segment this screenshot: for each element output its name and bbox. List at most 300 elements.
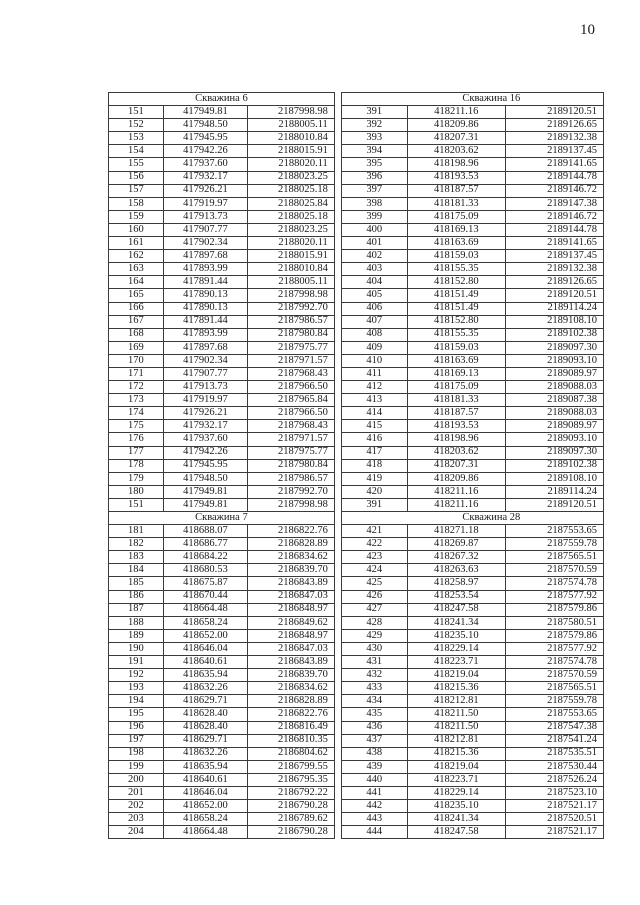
- coordinate-x: 418175.09: [407, 381, 505, 394]
- column-gap: [334, 223, 341, 236]
- coordinate-x: 417897.68: [163, 250, 247, 263]
- table-row: [109, 642, 604, 655]
- coordinate-y: 2187975.77: [248, 446, 335, 459]
- coordinate-x: 417949.81: [163, 485, 247, 498]
- table-row: [109, 695, 604, 708]
- column-gap: [334, 695, 341, 708]
- point-number: 164: [109, 276, 164, 289]
- column-gap: [334, 354, 341, 367]
- column-gap: [334, 132, 341, 145]
- coordinate-x: 417932.17: [163, 171, 247, 184]
- table-row: [109, 341, 604, 354]
- coordinate-x: 418181.33: [407, 394, 505, 407]
- coordinate-x: 418664.48: [163, 826, 247, 839]
- point-number: 428: [341, 616, 407, 629]
- table-row: [109, 760, 604, 773]
- table-row: [109, 800, 604, 813]
- point-number: 422: [341, 538, 407, 551]
- table-row: [109, 498, 604, 511]
- point-number: 163: [109, 263, 164, 276]
- column-gap: [334, 197, 341, 210]
- column-gap: [334, 551, 341, 564]
- coordinate-y: 2186834.62: [248, 551, 335, 564]
- point-number: 439: [341, 760, 407, 773]
- point-number: 204: [109, 826, 164, 839]
- coordinate-x: 418193.53: [407, 171, 505, 184]
- coordinate-x: 418203.62: [407, 446, 505, 459]
- point-number: 405: [341, 289, 407, 302]
- coordinate-x: 417942.26: [163, 145, 247, 158]
- point-number: 184: [109, 564, 164, 577]
- point-number: 443: [341, 813, 407, 826]
- coordinate-y: 2187998.98: [248, 498, 335, 511]
- coordinate-x: 417902.34: [163, 354, 247, 367]
- point-number: 203: [109, 813, 164, 826]
- coordinate-y: 2186848.97: [248, 603, 335, 616]
- column-gap: [334, 171, 341, 184]
- coordinate-x: 418212.81: [407, 734, 505, 747]
- point-number: 154: [109, 145, 164, 158]
- point-number: 413: [341, 394, 407, 407]
- table-row: [109, 616, 604, 629]
- column-gap: [334, 616, 341, 629]
- column-gap: [334, 420, 341, 433]
- coordinate-y: 2187547.38: [505, 721, 603, 734]
- coordinate-y: 2187986.57: [248, 472, 335, 485]
- column-gap: [334, 512, 341, 525]
- coordinate-y: 2189146.72: [505, 210, 603, 223]
- column-gap: [334, 564, 341, 577]
- coordinate-y: 2189102.38: [505, 459, 603, 472]
- point-number: 402: [341, 250, 407, 263]
- table-row: [109, 145, 604, 158]
- point-number: 393: [341, 132, 407, 145]
- coordinate-x: 418629.71: [163, 695, 247, 708]
- coordinate-y: 2187570.59: [505, 564, 603, 577]
- column-gap: [334, 538, 341, 551]
- point-number: 195: [109, 708, 164, 721]
- column-gap: [334, 472, 341, 485]
- coordinate-x: 418241.34: [407, 616, 505, 629]
- point-number: 440: [341, 773, 407, 786]
- point-number: 186: [109, 590, 164, 603]
- coordinate-y: 2186847.03: [248, 590, 335, 603]
- coordinate-x: 417948.50: [163, 472, 247, 485]
- point-number: 438: [341, 747, 407, 760]
- coordinate-x: 417919.97: [163, 394, 247, 407]
- table-row: [109, 669, 604, 682]
- table-row: [109, 629, 604, 642]
- coordinate-y: 2187565.51: [505, 682, 603, 695]
- coordinate-x: 418652.00: [163, 629, 247, 642]
- point-number: 442: [341, 800, 407, 813]
- coordinate-y: 2187968.43: [248, 420, 335, 433]
- column-gap: [334, 786, 341, 799]
- coordinate-y: 2189093.10: [505, 433, 603, 446]
- point-number: 394: [341, 145, 407, 158]
- section-title-right: Скважина 28: [341, 512, 603, 525]
- coordinate-y: 2186799.55: [248, 760, 335, 773]
- coordinate-x: 418684.22: [163, 551, 247, 564]
- point-number: 175: [109, 420, 164, 433]
- column-gap: [334, 813, 341, 826]
- point-number: 437: [341, 734, 407, 747]
- table-row: [109, 302, 604, 315]
- coordinate-x: 418211.50: [407, 708, 505, 721]
- table-row: [109, 367, 604, 380]
- point-number: 161: [109, 237, 164, 250]
- coordinate-y: 2187998.98: [248, 289, 335, 302]
- coordinate-y: 2187966.50: [248, 381, 335, 394]
- coordinate-x: 418163.69: [407, 237, 505, 250]
- coordinate-x: 418209.86: [407, 472, 505, 485]
- column-gap: [334, 525, 341, 538]
- coordinate-x: 418688.07: [163, 525, 247, 538]
- coordinate-x: 418215.36: [407, 682, 505, 695]
- table-row: [109, 603, 604, 616]
- column-gap: [334, 747, 341, 760]
- coordinate-x: 418271.18: [407, 525, 505, 538]
- coordinate-y: 2186849.62: [248, 616, 335, 629]
- coordinate-y: 2187966.50: [248, 407, 335, 420]
- coordinate-y: 2186822.76: [248, 525, 335, 538]
- coordinate-y: 2189132.38: [505, 263, 603, 276]
- coordinate-y: 2189144.78: [505, 223, 603, 236]
- coordinate-y: 2187980.84: [248, 459, 335, 472]
- coordinate-y: 2188020.11: [248, 158, 335, 171]
- point-number: 400: [341, 223, 407, 236]
- point-number: 403: [341, 263, 407, 276]
- column-gap: [334, 773, 341, 786]
- column-gap: [334, 106, 341, 119]
- table-row: [109, 197, 604, 210]
- coordinate-y: 2189108.10: [505, 315, 603, 328]
- coordinate-x: 418207.31: [407, 459, 505, 472]
- coordinate-x: 417942.26: [163, 446, 247, 459]
- point-number: 423: [341, 551, 407, 564]
- coordinate-y: 2187526.24: [505, 773, 603, 786]
- coordinate-x: 417893.99: [163, 328, 247, 341]
- point-number: 401: [341, 237, 407, 250]
- table-row: [109, 132, 604, 145]
- point-number: 431: [341, 656, 407, 669]
- coordinate-y: 2186847.03: [248, 642, 335, 655]
- column-gap: [334, 276, 341, 289]
- coordinate-y: 2187580.51: [505, 616, 603, 629]
- coordinate-x: 417891.44: [163, 315, 247, 328]
- column-gap: [334, 289, 341, 302]
- table-row: [109, 407, 604, 420]
- column-gap: [334, 577, 341, 590]
- coordinate-y: 2189089.97: [505, 367, 603, 380]
- point-number: 169: [109, 341, 164, 354]
- coordinate-y: 2187520.51: [505, 813, 603, 826]
- coordinate-y: 2189120.51: [505, 498, 603, 511]
- coordinate-x: 417937.60: [163, 433, 247, 446]
- coordinate-x: 418628.40: [163, 708, 247, 721]
- point-number: 165: [109, 289, 164, 302]
- coordinate-x: 417913.73: [163, 381, 247, 394]
- coordinate-y: 2188025.84: [248, 197, 335, 210]
- coordinate-y: 2187971.57: [248, 354, 335, 367]
- coordinate-x: 418229.14: [407, 642, 505, 655]
- point-number: 415: [341, 420, 407, 433]
- coordinate-x: 417932.17: [163, 420, 247, 433]
- coordinate-x: 418628.40: [163, 721, 247, 734]
- table-row: [109, 577, 604, 590]
- section-header-row: [109, 512, 604, 525]
- point-number: 182: [109, 538, 164, 551]
- coordinate-x: 418187.57: [407, 184, 505, 197]
- point-number: 435: [341, 708, 407, 721]
- table-row: [109, 106, 604, 119]
- point-number: 197: [109, 734, 164, 747]
- coordinate-x: 418219.04: [407, 669, 505, 682]
- coordinate-y: 2187998.98: [248, 106, 335, 119]
- coordinate-x: 418686.77: [163, 538, 247, 551]
- coordinate-y: 2186792.22: [248, 786, 335, 799]
- coordinate-y: 2189089.97: [505, 420, 603, 433]
- coordinate-y: 2186822.76: [248, 708, 335, 721]
- coordinate-y: 2189137.45: [505, 250, 603, 263]
- point-number: 162: [109, 250, 164, 263]
- coordinate-y: 2189087.38: [505, 394, 603, 407]
- point-number: 395: [341, 158, 407, 171]
- coordinate-y: 2187980.84: [248, 328, 335, 341]
- coordinate-x: 417891.44: [163, 276, 247, 289]
- coordinate-x: 418219.04: [407, 760, 505, 773]
- column-gap: [334, 642, 341, 655]
- point-number: 194: [109, 695, 164, 708]
- point-number: 190: [109, 642, 164, 655]
- coordinate-x: 417948.50: [163, 119, 247, 132]
- coordinate-x: 418215.36: [407, 747, 505, 760]
- coordinate-y: 2187553.65: [505, 525, 603, 538]
- column-gap: [334, 367, 341, 380]
- coordinate-x: 418198.96: [407, 158, 505, 171]
- coordinate-y: 2188010.84: [248, 132, 335, 145]
- point-number: 399: [341, 210, 407, 223]
- coordinate-y: 2187574.78: [505, 656, 603, 669]
- section-title-left: Скважина 6: [109, 93, 335, 106]
- coordinate-y: 2189093.10: [505, 354, 603, 367]
- point-number: 157: [109, 184, 164, 197]
- column-gap: [334, 210, 341, 223]
- coordinate-y: 2187521.17: [505, 826, 603, 839]
- coordinate-x: 418155.35: [407, 328, 505, 341]
- section-title-left: Скважина 7: [109, 512, 335, 525]
- column-gap: [334, 800, 341, 813]
- point-number: 412: [341, 381, 407, 394]
- point-number: 198: [109, 747, 164, 760]
- coordinate-x: 418658.24: [163, 616, 247, 629]
- section-title-right: Скважина 16: [341, 93, 603, 106]
- coordinate-y: 2188015.91: [248, 250, 335, 263]
- point-number: 152: [109, 119, 164, 132]
- point-number: 159: [109, 210, 164, 223]
- point-number: 177: [109, 446, 164, 459]
- coordinate-y: 2186834.62: [248, 682, 335, 695]
- coordinate-x: 417897.68: [163, 341, 247, 354]
- coordinate-y: 2187559.78: [505, 538, 603, 551]
- coordinate-y: 2189132.38: [505, 132, 603, 145]
- point-number: 444: [341, 826, 407, 839]
- table-row: [109, 459, 604, 472]
- coordinate-y: 2187523.10: [505, 786, 603, 799]
- point-number: 414: [341, 407, 407, 420]
- coordinate-x: 418203.62: [407, 145, 505, 158]
- table-row: [109, 590, 604, 603]
- table-row: [109, 786, 604, 799]
- point-number: 406: [341, 302, 407, 315]
- point-number: 426: [341, 590, 407, 603]
- coordinate-y: 2186804.62: [248, 747, 335, 760]
- point-number: 179: [109, 472, 164, 485]
- coordinate-x: 418632.26: [163, 682, 247, 695]
- coordinate-x: 418675.87: [163, 577, 247, 590]
- coordinate-y: 2188010.84: [248, 263, 335, 276]
- coordinate-x: 417945.95: [163, 132, 247, 145]
- column-gap: [334, 263, 341, 276]
- point-number: 427: [341, 603, 407, 616]
- point-number: 391: [341, 498, 407, 511]
- coordinate-x: 417893.99: [163, 263, 247, 276]
- point-number: 420: [341, 485, 407, 498]
- column-gap: [334, 498, 341, 511]
- column-gap: [334, 315, 341, 328]
- point-number: 193: [109, 682, 164, 695]
- coordinate-y: 2189147.38: [505, 197, 603, 210]
- coordinate-y: 2187965.84: [248, 394, 335, 407]
- point-number: 200: [109, 773, 164, 786]
- coordinate-x: 418646.04: [163, 642, 247, 655]
- point-number: 434: [341, 695, 407, 708]
- column-gap: [334, 682, 341, 695]
- point-number: 178: [109, 459, 164, 472]
- coordinate-x: 418187.57: [407, 407, 505, 420]
- coordinate-x: 418151.49: [407, 289, 505, 302]
- column-gap: [334, 328, 341, 341]
- coordinate-y: 2187574.78: [505, 577, 603, 590]
- table-row: [109, 708, 604, 721]
- column-gap: [334, 590, 341, 603]
- coordinate-y: 2189141.65: [505, 158, 603, 171]
- point-number: 408: [341, 328, 407, 341]
- coordinate-x: 417902.34: [163, 237, 247, 250]
- coordinate-x: 417919.97: [163, 197, 247, 210]
- coordinate-y: 2189088.03: [505, 407, 603, 420]
- coordinate-y: 2187579.86: [505, 629, 603, 642]
- coordinate-x: 418211.50: [407, 721, 505, 734]
- coordinate-x: 418680.53: [163, 564, 247, 577]
- column-gap: [334, 734, 341, 747]
- point-number: 411: [341, 367, 407, 380]
- point-number: 167: [109, 315, 164, 328]
- point-number: 160: [109, 223, 164, 236]
- coordinate-x: 418151.49: [407, 302, 505, 315]
- point-number: 398: [341, 197, 407, 210]
- column-gap: [334, 119, 341, 132]
- point-number: 396: [341, 171, 407, 184]
- table-row: [109, 564, 604, 577]
- point-number: 192: [109, 669, 164, 682]
- table-row: [109, 485, 604, 498]
- coordinate-y: 2186839.70: [248, 669, 335, 682]
- point-number: 166: [109, 302, 164, 315]
- coordinate-y: 2186839.70: [248, 564, 335, 577]
- point-number: 421: [341, 525, 407, 538]
- column-gap: [334, 237, 341, 250]
- table-row: [109, 184, 604, 197]
- point-number: 187: [109, 603, 164, 616]
- column-gap: [334, 250, 341, 263]
- point-number: 151: [109, 106, 164, 119]
- coordinate-y: 2186795.35: [248, 773, 335, 786]
- coordinate-y: 2187570.59: [505, 669, 603, 682]
- coordinate-x: 417949.81: [163, 498, 247, 511]
- coordinate-y: 2187577.92: [505, 590, 603, 603]
- column-gap: [334, 485, 341, 498]
- coordinate-x: 418211.16: [407, 106, 505, 119]
- coordinate-y: 2187541.24: [505, 734, 603, 747]
- table-row: [109, 237, 604, 250]
- point-number: 432: [341, 669, 407, 682]
- table-row: [109, 656, 604, 669]
- coordinate-x: 418670.44: [163, 590, 247, 603]
- point-number: 417: [341, 446, 407, 459]
- coordinate-x: 418155.35: [407, 263, 505, 276]
- coordinate-y: 2186828.89: [248, 538, 335, 551]
- coordinate-x: 418247.58: [407, 603, 505, 616]
- point-number: 397: [341, 184, 407, 197]
- coordinate-y: 2189097.30: [505, 341, 603, 354]
- table-row: [109, 276, 604, 289]
- coordinate-y: 2189108.10: [505, 472, 603, 485]
- coordinate-y: 2188025.18: [248, 210, 335, 223]
- coordinate-x: 418629.71: [163, 734, 247, 747]
- coordinate-x: 418640.61: [163, 773, 247, 786]
- coordinate-y: 2188023.25: [248, 171, 335, 184]
- coordinate-x: 418212.81: [407, 695, 505, 708]
- coordinate-y: 2188005.11: [248, 276, 335, 289]
- coordinate-y: 2189102.38: [505, 328, 603, 341]
- coordinate-y: 2186789.62: [248, 813, 335, 826]
- coordinate-x: 418209.86: [407, 119, 505, 132]
- point-number: 392: [341, 119, 407, 132]
- point-number: 429: [341, 629, 407, 642]
- coordinate-x: 417913.73: [163, 210, 247, 223]
- point-number: 410: [341, 354, 407, 367]
- table-row: [109, 354, 604, 367]
- point-number: 173: [109, 394, 164, 407]
- table-row: [109, 538, 604, 551]
- coordinate-x: 418632.26: [163, 747, 247, 760]
- coordinate-y: 2187968.43: [248, 367, 335, 380]
- coordinate-x: 417890.13: [163, 302, 247, 315]
- point-number: 202: [109, 800, 164, 813]
- coordinate-y: 2189146.72: [505, 184, 603, 197]
- coordinate-x: 418241.34: [407, 813, 505, 826]
- coordinate-y: 2187521.17: [505, 800, 603, 813]
- coordinate-y: 2187535.51: [505, 747, 603, 760]
- column-gap: [334, 302, 341, 315]
- coordinate-x: 418163.69: [407, 354, 505, 367]
- table-row: [109, 682, 604, 695]
- table-row: [109, 747, 604, 760]
- column-gap: [334, 603, 341, 616]
- column-gap: [334, 708, 341, 721]
- point-number: 174: [109, 407, 164, 420]
